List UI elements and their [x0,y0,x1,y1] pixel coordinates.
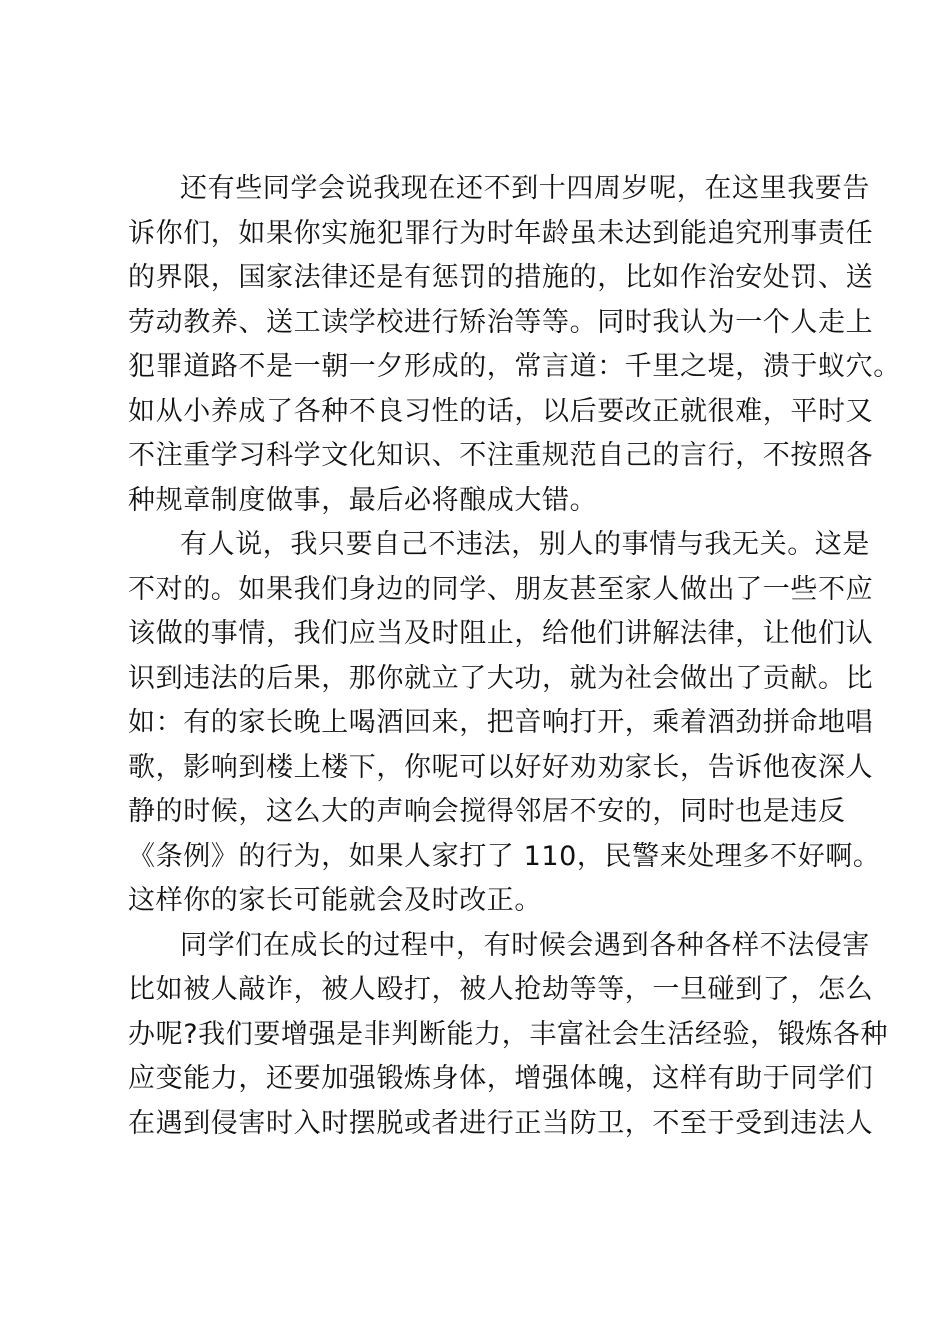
text-line: 应变能力，还要加强锻炼身体，增强体魄，这样有助于同学们 [128,1063,874,1094]
text-line: 劳动教养、送工读学校进行矫治等等。同时我认为一个人走上 [128,306,874,338]
paragraph-2 [128,523,881,924]
body-text [128,167,901,1146]
text-line: 的界限，国家法律还是有惩罚的措施的，比如作治安处罚、送 [128,262,874,293]
text-line: 办呢?我们要增强是非判断能力，丰富社会生活经验，锻炼各种 [128,1018,889,1050]
text-line: 不对的。如果我们身边的同学、朋友甚至家人做出了一些不应 [128,573,874,605]
text-line: 识到违法的后果，那你就立了大功，就为社会做出了贡献。比 [128,662,874,694]
text-line: 比如被人敲诈，被人殴打，被人抢劫等等，一旦碰到了，怎么 [128,974,874,1005]
text-line: 犯罪道路不是一朝一夕形成的，常言道：千里之堤，溃于蚁穴。 [128,351,901,382]
text-line: 这样你的家长可能就会及时改正。 [128,885,542,916]
text-line: 还有些同学会说我现在还不到十四周岁呢，在这里我要告 [180,173,870,204]
text-line: 种规章制度做事，最后必将酿成大错。 [128,484,598,516]
text-line: 在遇到侵害时入时摆脱或者进行正当防卫，不至于受到违法人 [128,1107,874,1139]
text-line: 不注重学习科学文化知识、不注重规范自己的言行，不按照各 [128,440,874,471]
text-line: 歌，影响到楼上楼下，你呢可以好好劝劝家长，告诉他夜深人 [128,751,874,783]
text-line: 诉你们，如果你实施犯罪行为时年龄虽未达到能追究刑事责任 [128,217,874,249]
paragraph-3 [128,924,889,1147]
text-line: 静的时候，这么大的声响会搅得邻居不安的，同时也是违反 [128,796,846,827]
text-line: 如从小养成了各种不良习性的话，以后要改正就很难，平时又 [128,395,874,427]
paragraph-1 [128,167,901,523]
text-line: 如：有的家长晚上喝酒回来，把音响打开，乘着酒劲拼命地唱 [128,707,874,738]
text-line: 《条例》的行为，如果人家打了 110，民警来处理多不好啊。 [128,840,881,872]
text-line: 有人说，我只要自己不违法，别人的事情与我无关。这是 [180,529,870,560]
text-line: 同学们在成长的过程中，有时候会遇到各种各样不法侵害 [180,929,870,961]
text-line: 该做的事情，我们应当及时阻止，给他们讲解法律，让他们认 [128,618,874,649]
